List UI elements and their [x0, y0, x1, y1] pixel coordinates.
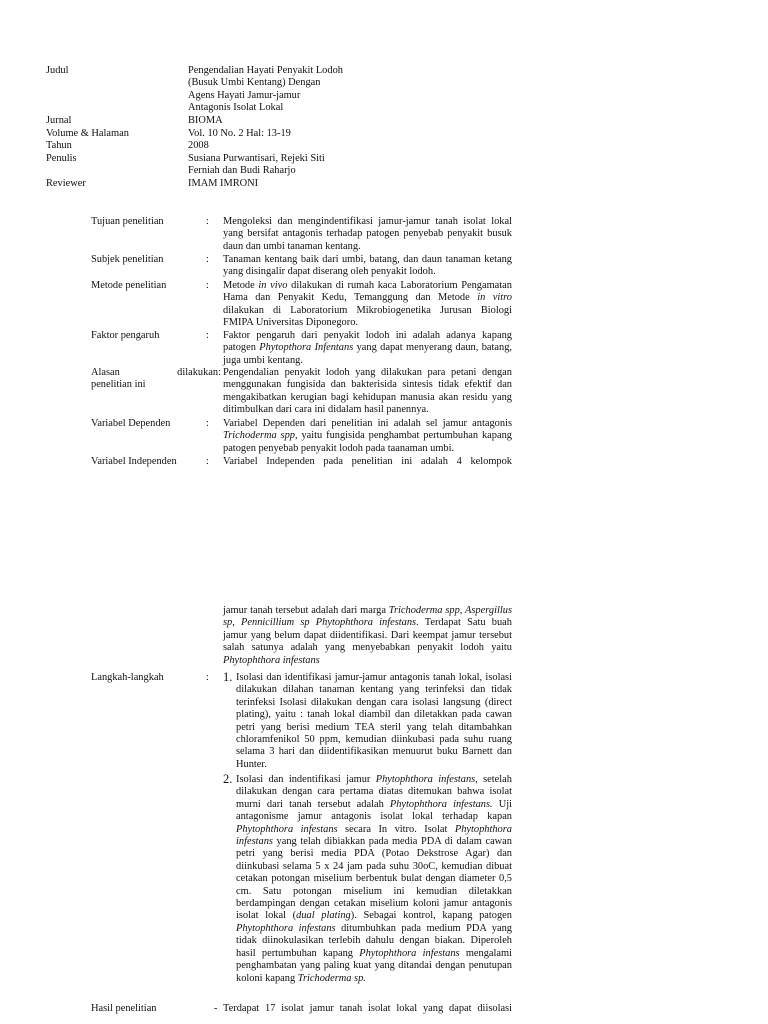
- italic-run: Phytophthora infestans.: [389, 798, 493, 810]
- row-label-langkah: Langkah-langkah: [91, 672, 164, 683]
- italic-run: Trichoderma spp, Aspergillus sp, Pennicillium sp Phytophthora infestans: [223, 605, 512, 629]
- row-sep-tujuan: :: [206, 216, 209, 227]
- text-run: yang telah dibiakkan pada media PDA di dalam cawan petri yang berisi media PDA (Potao Dekstrose Agar) dan diinkubasi selama 5 x 24 jam pada suhu 30oC, kemudian dibuat cetakan potongan miselium berbentuk bulat dengan diameter 0,5 cm. Satu potongan miselium ini kemudian diletakkan berdampingan dengan cetakan miselium koloni jamur antagonis isolat lokal (: [236, 836, 512, 922]
- judul-line: (Busuk Umbi Kentang) Dengan: [188, 77, 321, 89]
- meta-value-reviewer: IMAM IMRONI: [188, 178, 259, 189]
- text-run: jamur tanah tersebut adalah dari marga: [223, 605, 389, 616]
- meta-value-jurnal: BIOMA: [188, 115, 223, 126]
- text-run: secara In vitro. Isolat: [337, 823, 455, 835]
- alasan-label-c: penelitian ini: [91, 379, 146, 391]
- italic-run: Trichoderma sp.: [297, 972, 366, 984]
- meta-label-volume: Volume & Halaman: [46, 128, 129, 139]
- row-sep-hasil: -: [214, 1003, 218, 1014]
- row-sep-faktor: :: [206, 330, 209, 341]
- step-2-text: [236, 774, 512, 985]
- judul-line: Antagonis Isolat Lokal: [188, 102, 284, 114]
- alasan-label-b: dilakukan:: [177, 367, 221, 378]
- meta-value-tahun: 2008: [188, 140, 209, 151]
- row-sep-dependen: :: [206, 418, 209, 429]
- row-label-subjek: Subjek penelitian: [91, 254, 164, 265]
- row-text-dependen: [223, 418, 512, 455]
- text-run: Isolasi dan indentifikasi jamur: [236, 774, 376, 785]
- row-text-hasil: Terdapat 17 isolat jamur tanah isolat lokal yang dapat diisolasi: [223, 1003, 512, 1014]
- text-run: ). Sebagai kontrol, kapang patogen: [350, 910, 512, 922]
- text-run: . Terdapat Satu buah jamur yang belum dapat diidentifikasi. Dari keempat jamur tersebut salah satunya adalah yang menyebabkan penyakit lodoh yaitu: [223, 617, 512, 654]
- italic-run: Phytophthora infestans: [236, 823, 512, 848]
- row-sep-langkah: :: [206, 672, 209, 683]
- italic-run: Trichoderma spp: [223, 430, 295, 442]
- text-run: dilakukan di rumah kaca Laboratorium Pengamatan Hama dan Penyakit Kedu, Temanggung dan Metode: [223, 280, 512, 304]
- text-run: mengalami penghambatan yang paling kuat yang ditandai dengan penutupan koloni kapang: [236, 947, 513, 984]
- text-run: Uji antagonisme jamur antagonis isolat lokal terhadap kapan: [236, 798, 512, 823]
- italic-run: Phytophthora infestans: [223, 654, 320, 666]
- row-sep-subjek: :: [206, 254, 209, 265]
- text-run: ditumbuhkan pada medium PDA yang tidak diinokulasikan terlebih dahulu dengan biakan. Diperoleh hasil pertumbuhan kapang: [236, 922, 513, 959]
- italic-run: Phytopthora Infentans: [259, 342, 354, 354]
- text-run: Variabel Dependen dari penelitian ini adalah sel jamur antagonis: [223, 418, 512, 429]
- judul-line: Pengendalian Hayati Penyakit Lodoh: [188, 65, 343, 76]
- meta-label-penulis: Penulis: [46, 153, 77, 164]
- row-sep-independen: :: [206, 456, 209, 467]
- row-label-faktor: Faktor pengaruh: [91, 330, 160, 341]
- row-text-metode: [223, 280, 512, 330]
- meta-label-judul: Judul: [46, 65, 69, 76]
- row-text-tujuan: Mengoleksi dan mengindentifikasi jamur-jamur tanah isolat lokal yang bersifat antagonis terhadap patogen penyebab penyakit busuk daun dan umbi tanaman kentang.: [223, 216, 512, 252]
- step-1-number: 1.: [223, 670, 233, 684]
- penulis-line: Ferniah dan Budi Raharjo: [188, 165, 296, 177]
- text-run: dilakukan di Laboratorium Mikrobiogenetika Jurusan Biologi FMIPA Universitas Diponegoro.: [223, 304, 512, 329]
- penulis-line: Susiana Purwantisari, Rejeki Siti: [188, 153, 325, 164]
- italic-run: Phytophthora infestans: [359, 947, 460, 959]
- italic-run: dual plating: [296, 910, 351, 922]
- meta-label-jurnal: Jurnal: [46, 115, 72, 126]
- italic-run: Phytophthora infestans,: [375, 774, 478, 785]
- row-sep-metode: :: [206, 280, 209, 291]
- row-text-independen: Variabel Independen pada penelitian ini adalah 4 kelompok: [223, 456, 512, 467]
- text-run: , yaitu fungisida penghambat pertumbuhan kapang patogen penyebab penyakit lodoh pada taanaman umbi.: [223, 430, 512, 454]
- italic-run: in vitro: [477, 292, 512, 304]
- italic-run: Phytophthora infestans: [236, 823, 338, 835]
- meta-value-volume: Vol. 10 No. 2 Hal: 13-19: [188, 128, 291, 139]
- text-run: Faktor pengaruh dari penyakit lodoh ini adalah adanya kapang patogen: [223, 330, 512, 354]
- judul-line: Agens Hayati Jamur-jamur: [188, 89, 301, 101]
- step-1-text: Isolasi dan identifikasi jamur-jamur antagonis tanah lokal, isolasi dilakukan dilahan tanaman kentang yang terinfeksi dan tidak terinfeksi Isolasi dilakukan dengan cara isolasi langsung (direct plating), yaitu : tanah lokal diambil dan diletakkan pada cawan petri yang berisi medium TEA steril yang telah ditambahkan chloramfenikol 50 ppm, kemudian diinkubasi pada suhu ruang selama 3 hari dan diidentifikasikan menuurut buku Barnett dan Hunter.: [236, 672, 512, 770]
- row-text-subjek: Tanaman kentang baik dari umbi, batang, dan daun tanaman ketang yang disingalir dapat diserang oleh penyakit lodoh.: [223, 254, 512, 278]
- continuation-paragraph: [223, 605, 512, 667]
- meta-value-judul: [188, 65, 408, 115]
- row-label-tujuan: Tujuan penelitian: [91, 216, 164, 227]
- italic-run: Phytophthora infestans: [236, 922, 336, 934]
- row-label-independen: Variabel Independen: [91, 456, 177, 467]
- meta-label-reviewer: Reviewer: [46, 178, 86, 189]
- meta-label-tahun: Tahun: [46, 140, 72, 151]
- alasan-label-a: Alasan: [91, 367, 120, 378]
- italic-run: in vivo: [258, 280, 288, 291]
- text-run: yang dapat menyerang daun, batang, juga umbi kentang.: [223, 342, 513, 366]
- text-run: setelah dilakukan dengan cara pertama diatas ditemukan bahwa isolat murni dari tanah tersebut adalah: [236, 774, 512, 810]
- row-label-metode: Metode penelitian: [91, 280, 167, 291]
- row-text-faktor: [223, 330, 512, 367]
- row-label-alasan: [91, 367, 221, 392]
- row-label-hasil: Hasil penelitian: [91, 1003, 157, 1014]
- text-run: Metode: [223, 280, 259, 291]
- row-text-alasan: Pengendalian penyakit lodoh yang dilakukan para petani dengan menggunakan fungisida dan bakterisida sintesis tidak efektif dan mengakibatkan kerugian bagi kehidupan manusia akan residu yang ditimbulkan dari cara ini didalam hasil panennya.: [223, 367, 512, 416]
- meta-value-penulis: [188, 153, 408, 178]
- row-label-dependen: Variabel Dependen: [91, 418, 171, 429]
- step-2-number: 2.: [223, 772, 233, 786]
